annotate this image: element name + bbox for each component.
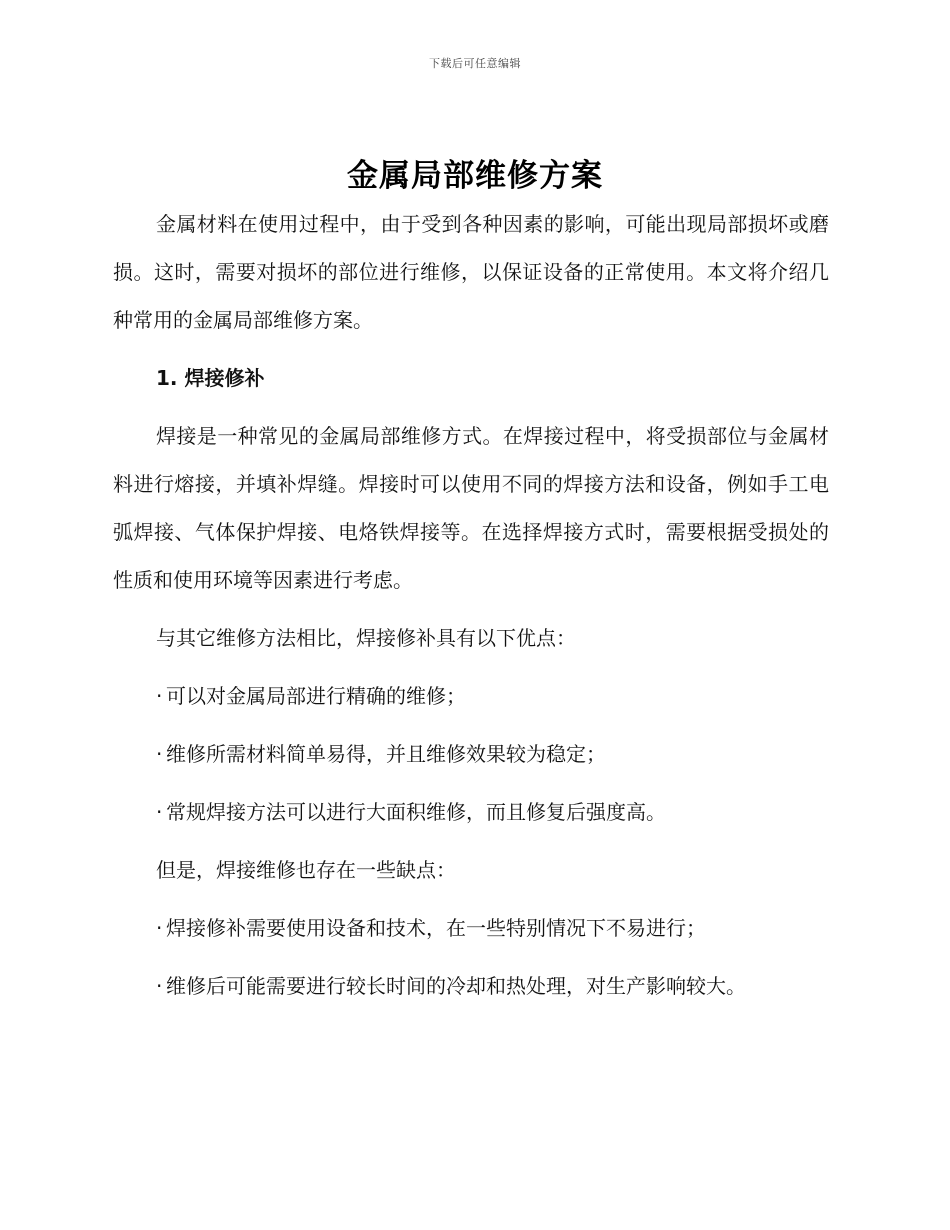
advantage-text: 维修所需材料简单易得，并且维修效果较为稳定； <box>166 742 606 766</box>
bullet-marker: · <box>156 684 163 708</box>
disadvantages-intro: 但是，焊接维修也存在一些缺点： <box>156 858 456 882</box>
bullet-marker: · <box>156 742 163 766</box>
document-body <box>113 200 829 1010</box>
list-item <box>156 904 829 952</box>
bullet-marker: · <box>156 974 163 998</box>
bullet-marker: · <box>156 916 163 940</box>
intro-paragraph: 金属材料在使用过程中，由于受到各种因素的影响，可能出现局部损坏或磨损。这时，需要对损坏的部位进行维修，以保证设备的正常使用。本文将介绍几种常用的金属局部维修方案。 <box>113 212 829 332</box>
page-title: 金属局部维修方案 <box>347 158 603 194</box>
list-item <box>156 788 829 836</box>
list-item <box>156 672 829 720</box>
bullet-marker: · <box>156 800 163 824</box>
advantage-text: 可以对金属局部进行精确的维修； <box>166 684 466 708</box>
welding-description: 焊接是一种常见的金属局部维修方式。在焊接过程中，将受损部位与金属材料进行熔接，并填补焊缝。焊接时可以使用不同的焊接方法和设备，例如手工电弧焊接、气体保护焊接、电烙铁焊接等。在选择焊接方式时，需要根据受损处的性质和使用环境等因素进行考虑。 <box>113 424 829 592</box>
header-note: 下载后可任意编辑 <box>429 57 521 70</box>
advantages-intro: 与其它维修方法相比，焊接修补具有以下优点： <box>156 626 576 650</box>
disadvantage-text: 焊接修补需要使用设备和技术，在一些特别情况下不易进行； <box>166 916 706 940</box>
list-item <box>156 730 829 778</box>
disadvantage-text: 维修后可能需要进行较长时间的冷却和热处理，对生产影响较大。 <box>166 974 746 998</box>
list-item <box>156 962 829 1010</box>
advantage-text: 常规焊接方法可以进行大面积维修，而且修复后强度高。 <box>166 800 666 824</box>
section-heading-welding: 1. 焊接修补 <box>156 366 265 390</box>
